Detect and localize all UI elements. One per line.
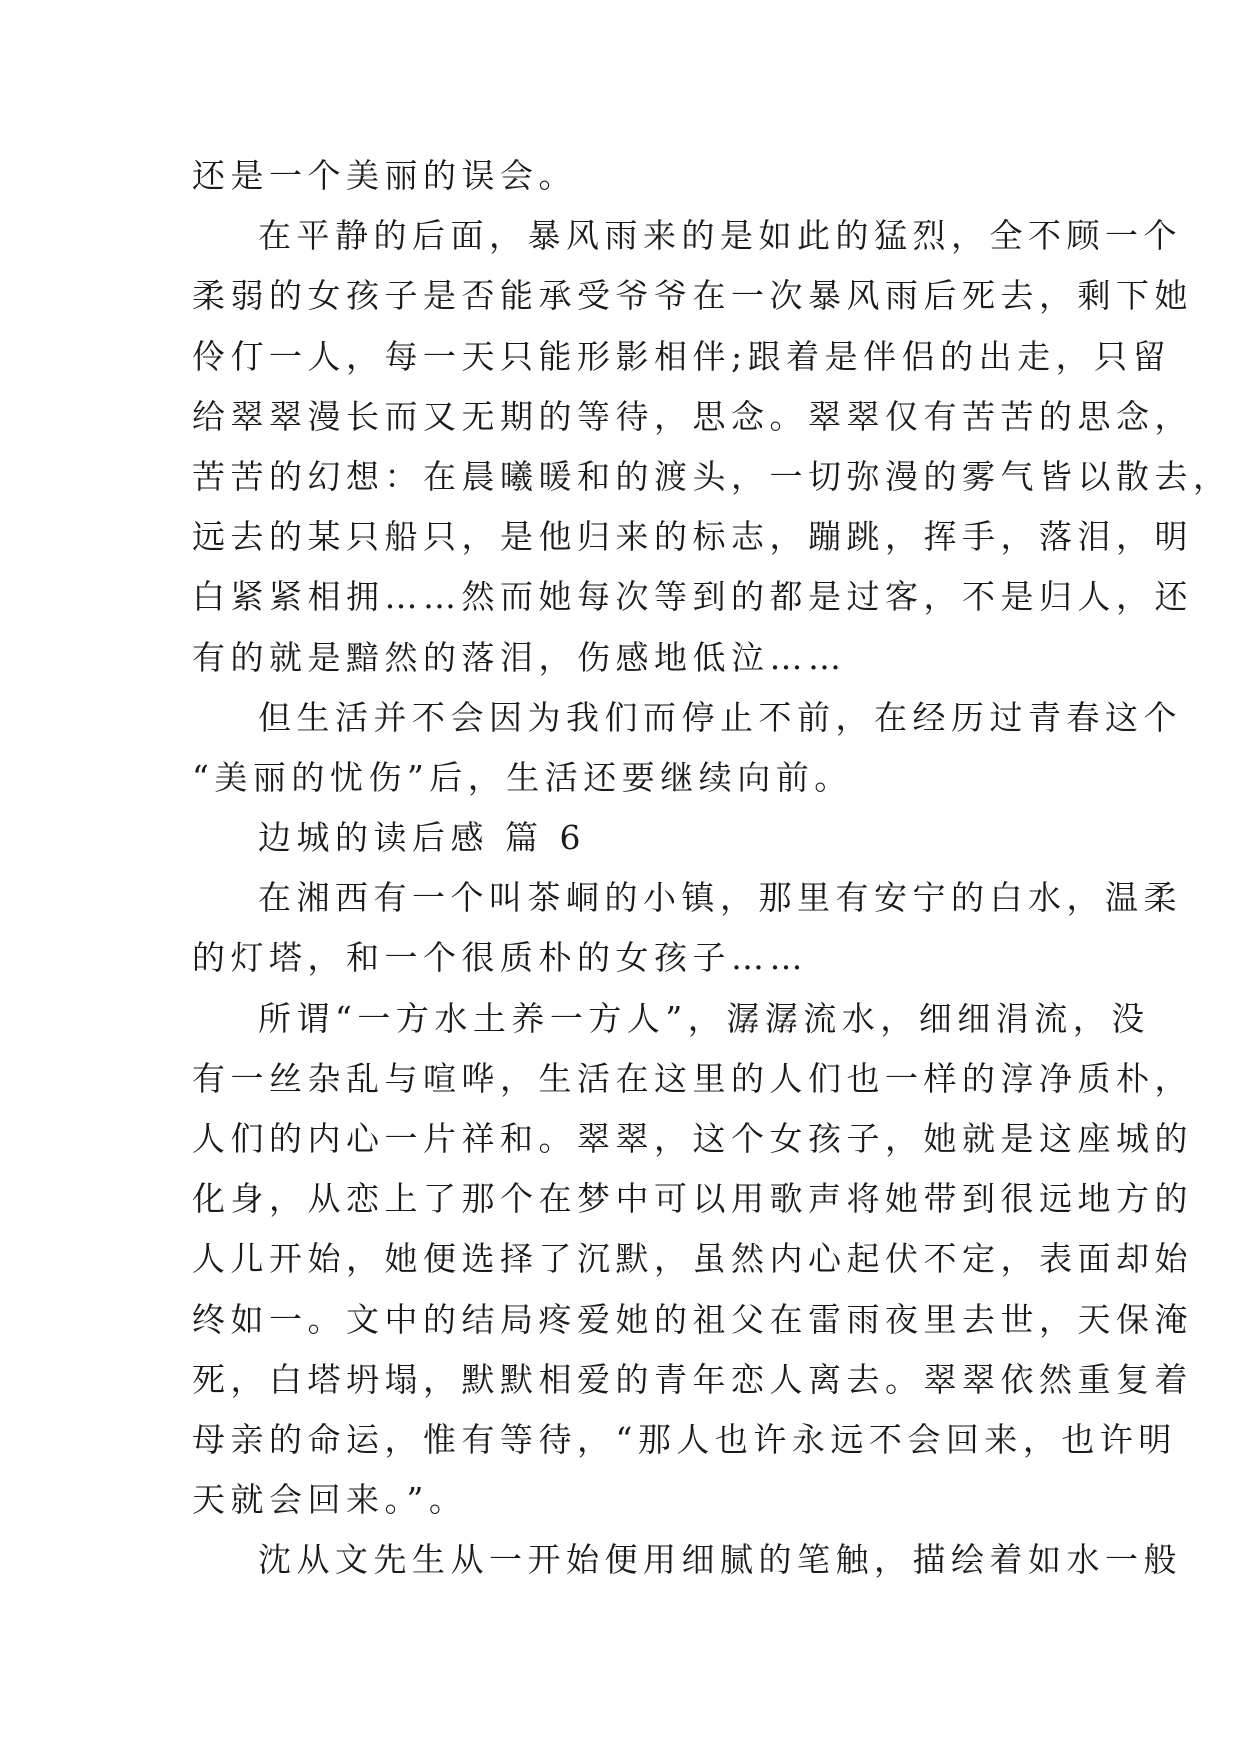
text-line: “美丽的忧伤”后，生活还要继续向前。 (192, 757, 853, 797)
text-line: 人儿开始，她便选择了沉默，虽然内心起伏不定，表面却始 (192, 1239, 1193, 1279)
text-line: 终如一。文中的结局疼爱她的祖父在雷雨夜里去世，天保淹 (192, 1299, 1193, 1339)
section-heading: 边城的读后感 篇 6 (258, 818, 586, 858)
text-line: 有的就是黯然的落泪，伤感地低泣…… (192, 637, 847, 677)
text-line: 沈从文先生从一开始便用细腻的笔触，描绘着如水一般 (258, 1540, 1182, 1580)
text-line: 伶仃一人，每一天只能形影相伴;跟着是伴侣的出走，只留 (192, 336, 1172, 376)
body-text (192, 146, 1232, 1591)
text-line: 母亲的命运，惟有等待，“那人也许永远不会回来，也许明 (192, 1419, 1177, 1459)
text-line: 有一丝杂乱与喧哗，生活在这里的人们也一样的淳净质朴， (192, 1058, 1193, 1098)
text-line: 天就会回来。”。 (192, 1480, 468, 1520)
text-line: 人们的内心一片祥和。翠翠，这个女孩子，她就是这座城的 (192, 1119, 1193, 1158)
text-line: 在平静的后面，暴风雨来的是如此的猛烈，全不顾一个 (258, 216, 1182, 256)
text-line: 死，白塔坍塌，默默相爱的青年恋人离去。翠翠依然重复着 (192, 1359, 1193, 1399)
text-line: 远去的某只船只，是他归来的标志，蹦跳，挥手，落泪，明 (192, 517, 1193, 557)
text-line: 化身，从恋上了那个在梦中可以用歌声将她带到很远地方的 (192, 1179, 1193, 1219)
text-line: 还是一个美丽的误会。 (192, 156, 577, 195)
text-line: 但生活并不会因为我们而停止不前，在经历过青春这个 (258, 697, 1182, 737)
text-line: 白紧紧相拥……然而她每次等到的都是过客，不是归人，还 (192, 577, 1193, 617)
text-line: 所谓“一方水土养一方人”，潺潺流水，细细涓流，没 (258, 998, 1150, 1038)
text-line: 在湘西有一个叫茶峒的小镇，那里有安宁的白水，温柔 (258, 878, 1182, 918)
text-line: 柔弱的女孩子是否能承受爷爷在一次暴风雨后死去，剩下她 (192, 276, 1193, 316)
text-line: 苦苦的幻想：在晨曦暖和的渡头，一切弥漫的雾气皆以散去， (192, 456, 1232, 496)
text-line: 的灯塔，和一个很质朴的女孩子…… (192, 938, 808, 978)
text-line: 给翠翠漫长而又无期的等待，思念。翠翠仅有苦苦的思念， (192, 396, 1193, 436)
